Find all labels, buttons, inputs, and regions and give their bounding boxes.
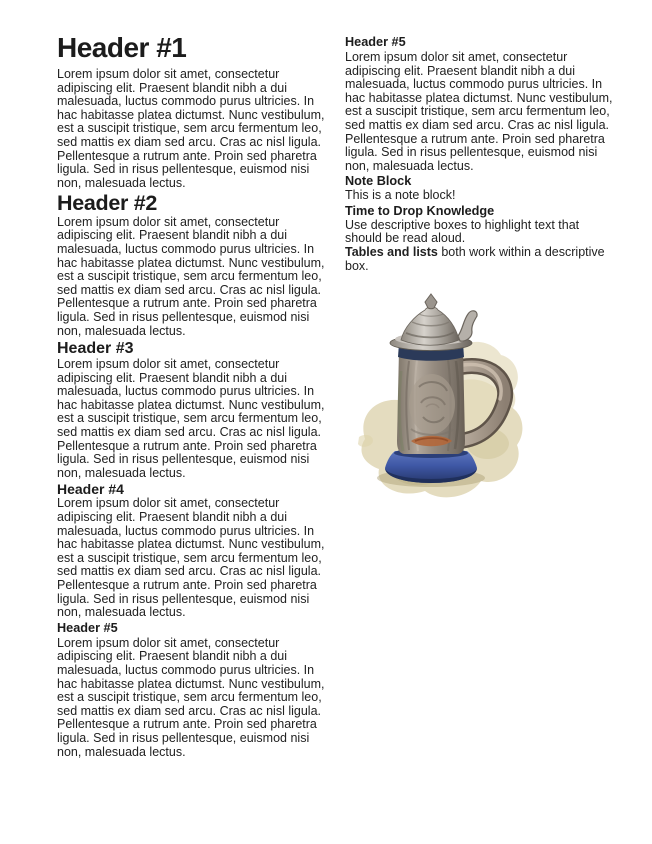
body-paragraph: Lorem ipsum dolor sit amet, consectetur adipiscing elit. Praesent blandit nibh a dui malesuada, luctus commodo purus ultricies. In hac habitasse platea dictumst. Nunc vestibulum, est a suscipit tristique, sem arcu fermentum leo, sed mattis ex diam sed arcu. Cras ac nisl ligula. Pellentesque a rutrum ante. Proin sed pharetra ligula. Sed in risus pellentesque, euismod nisi non, malesuada lectus. <box>57 357 325 480</box>
note-block-text: This is a note block! <box>345 188 456 203</box>
body-paragraph: Lorem ipsum dolor sit amet, consectetur adipiscing elit. Praesent blandit nibh a dui malesuada, luctus commodo purus ultricies. In hac habitasse platea dictumst. Nunc vestibulum, est a suscipit tristique, sem arcu fermentum leo, sed mattis ex diam sed arcu. Cras ac nisl ligula. Pellentesque a rutrum ante. Proin sed pharetra ligula. Sed in risus pellentesque, euismod nisi non, malesuada lectus. <box>57 496 325 620</box>
heading-4: Header #4 <box>57 481 124 498</box>
heading-5: Header #5 <box>345 35 406 49</box>
body-paragraph: Lorem ipsum dolor sit amet, consectetur adipiscing elit. Praesent blandit nibh a dui malesuada, luctus commodo purus ultricies. In hac habitasse platea dictumst. Nunc vestibulum, est a suscipit tristique, sem arcu fermentum leo, sed mattis ex diam sed arcu. Cras ac nisl ligula. Pellentesque a rutrum ante. Proin sed pharetra ligula. Sed in risus pellentesque, euismod nisi non, malesuada lectus. <box>57 67 325 190</box>
body-paragraph: Lorem ipsum dolor sit amet, consectetur adipiscing elit. Praesent blandit nibh a dui malesuada, luctus commodo purus ultricies. In hac habitasse platea dictumst. Nunc vestibulum, est a suscipit tristique, sem arcu fermentum leo, sed mattis ex diam sed arcu. Cras ac nisl ligula. Pellentesque a rutrum ante. Proin sed pharetra ligula. Sed in risus pellentesque, euismod nisi non, malesuada lectus. <box>345 49 613 173</box>
heading-1: Header #1 <box>57 32 187 63</box>
section-header-5-right <box>345 36 615 173</box>
heading-5: Header #5 <box>57 620 118 635</box>
stein-lid <box>390 294 472 351</box>
right-column <box>345 34 615 844</box>
section-header-2 <box>57 193 327 338</box>
beer-stein-figure <box>351 291 533 506</box>
note-block-heading: Note Block <box>345 174 412 189</box>
section-header-4 <box>57 482 327 619</box>
tables-note <box>345 246 615 273</box>
knowledge-block-text: Use descriptive boxes to highlight text that should be read aloud. <box>345 217 580 246</box>
heading-2: Header #2 <box>57 191 158 216</box>
section-header-3 <box>57 341 327 480</box>
section-header-1 <box>57 34 327 190</box>
heading-3: Header #3 <box>57 340 134 358</box>
beer-stein-illustration <box>351 291 533 506</box>
section-header-5 <box>57 622 327 759</box>
tables-note-lead: Tables and lists <box>345 245 438 260</box>
knowledge-block-heading: Time to Drop Knowledge <box>345 203 495 218</box>
body-paragraph: Lorem ipsum dolor sit amet, consectetur adipiscing elit. Praesent blandit nibh a dui malesuada, luctus commodo purus ultricies. In hac habitasse platea dictumst. Nunc vestibulum, est a suscipit tristique, sem arcu fermentum leo, sed mattis ex diam sed arcu. Cras ac nisl ligula. Pellentesque a rutrum ante. Proin sed pharetra ligula. Sed in risus pellentesque, euismod nisi non, malesuada lectus. <box>57 635 325 759</box>
left-column <box>57 34 327 844</box>
stein-thumb-lever <box>458 311 477 341</box>
body-paragraph: Lorem ipsum dolor sit amet, consectetur adipiscing elit. Praesent blandit nibh a dui malesuada, luctus commodo purus ultricies. In hac habitasse platea dictumst. Nunc vestibulum, est a suscipit tristique, sem arcu fermentum leo, sed mattis ex diam sed arcu. Cras ac nisl ligula. Pellentesque a rutrum ante. Proin sed pharetra ligula. Sed in risus pellentesque, euismod nisi non, malesuada lectus. <box>57 214 325 338</box>
stein-finial <box>425 294 437 309</box>
tables-note-rest: both work within a descriptive box. <box>345 245 605 273</box>
